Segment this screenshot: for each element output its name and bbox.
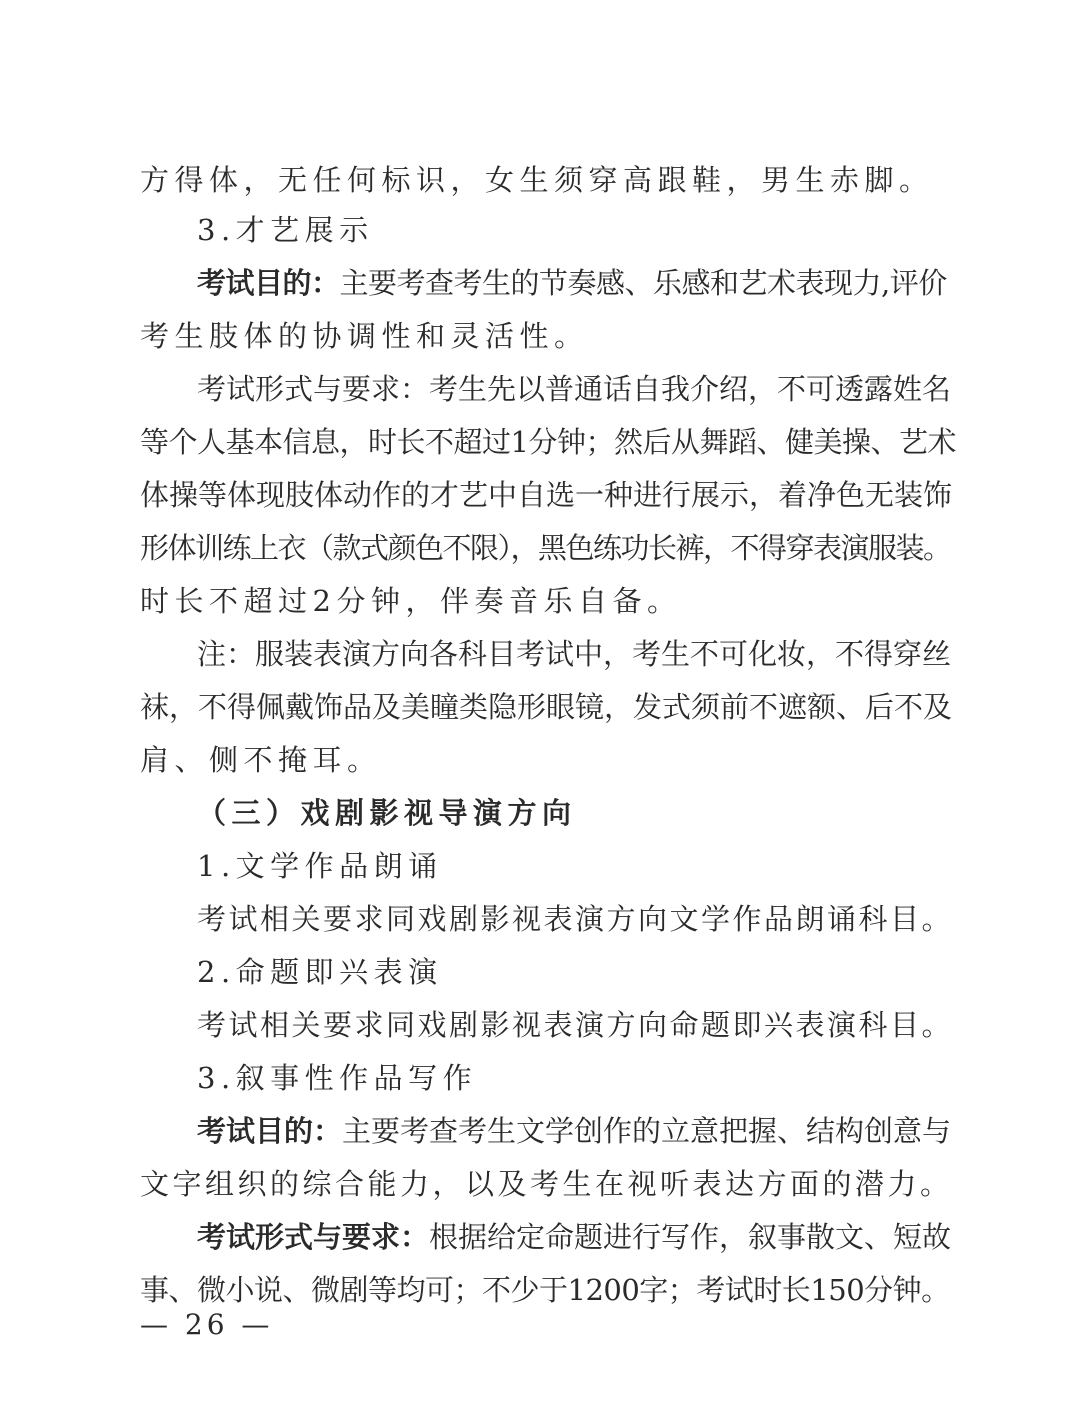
paragraph-line: 文字组织的综合能力，以及考生在视听表达方面的潜力。 bbox=[140, 1167, 953, 1201]
paragraph-line: 考生肢体的协调性和灵活性。 bbox=[140, 319, 589, 353]
paragraph-line: 形体训练上衣（款式颜色不限），黑色练功长裤，不得穿表演服装。 bbox=[140, 531, 951, 565]
paragraph-line: 考试形式与要求：考生先以普通话自我介绍，不可透露姓名 bbox=[197, 372, 952, 406]
paragraph-text: 主要考查考生文学创作的立意把握、结构创意与 bbox=[342, 1114, 952, 1148]
paragraph-line: 袜，不得佩戴饰品及美瞳类隐形眼镜，发式须前不遮额、后不及 bbox=[140, 690, 953, 724]
paragraph-line bbox=[197, 1111, 957, 1151]
bold-label: 考试形式与要求： bbox=[197, 1220, 430, 1254]
paragraph-line bbox=[197, 263, 957, 303]
paragraph-line: 肩、侧不掩耳。 bbox=[140, 743, 382, 777]
bold-label: 考试目的： bbox=[197, 266, 340, 300]
paragraph-line: 方得体，无任何标识，女生须穿高跟鞋，男生赤脚。 bbox=[140, 163, 934, 197]
paragraph-line: 考试相关要求同戏剧影视表演方向文学作品朗诵科目。 bbox=[197, 902, 954, 936]
paragraph-line: 注：服装表演方向各科目考试中，考生不可化妆，不得穿丝 bbox=[197, 637, 952, 671]
paragraph-line: 体操等体现肢体动作的才艺中自选一种进行展示，着净色无装饰 bbox=[140, 478, 953, 512]
paragraph-line: 事、微小说、微剧等均可；不少于1200字；考试时长150分钟。 bbox=[140, 1273, 950, 1307]
section-heading: 3.叙事性作品写作 bbox=[197, 1061, 478, 1095]
bold-label: 考试目的： bbox=[197, 1114, 343, 1148]
section-heading: 2.命题即兴表演 bbox=[197, 955, 443, 989]
paragraph-text: 主要考查考生的节奏感、乐感和艺术表现力,评价 bbox=[339, 266, 947, 300]
section-heading: 1.文学作品朗诵 bbox=[197, 849, 443, 883]
paragraph-line: 时长不超过2分钟，伴奏音乐自备。 bbox=[140, 584, 682, 618]
page-number: — 26 — bbox=[140, 1308, 274, 1341]
paragraph-line bbox=[197, 1217, 957, 1257]
paragraph-text: 根据给定命题进行写作，叙事散文、短故 bbox=[429, 1220, 952, 1254]
section-heading: 3.才艺展示 bbox=[197, 213, 374, 247]
section-heading: （三）戏剧影视导演方向 bbox=[197, 796, 577, 830]
paragraph-line: 等个人基本信息，时长不超过1分钟；然后从舞蹈、健美操、艺术 bbox=[140, 425, 956, 459]
paragraph-line: 考试相关要求同戏剧影视表演方向命题即兴表演科目。 bbox=[197, 1008, 954, 1042]
